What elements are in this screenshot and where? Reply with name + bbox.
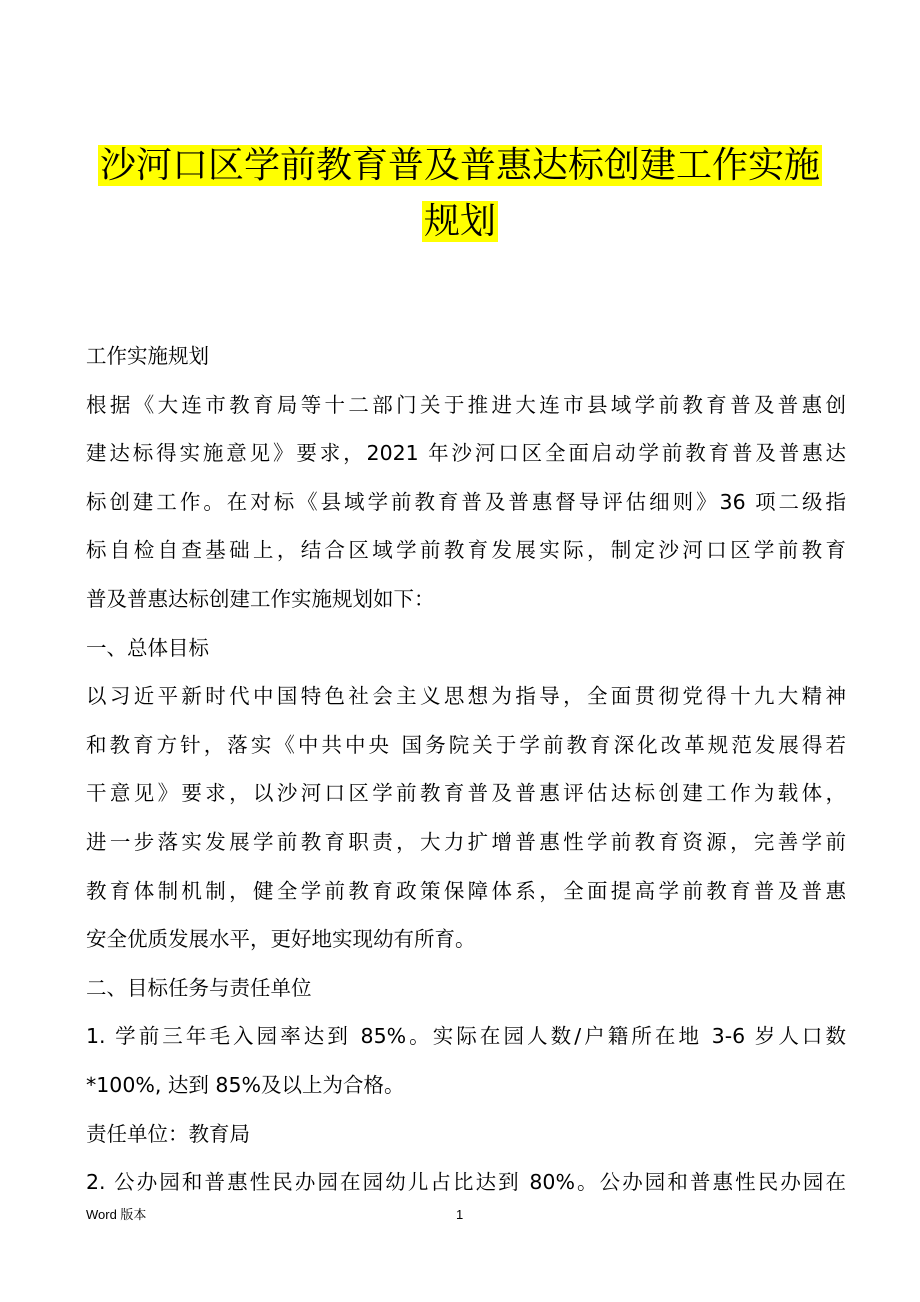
body-line: 标创建工作。在对标《县域学前教育普及普惠督导评估细则》36 项二级指 <box>86 489 846 514</box>
document-title <box>0 138 920 250</box>
body-line: 干意见》要求，以沙河口区学前教育普及普惠评估达标创建工作为载体， <box>86 781 846 806</box>
body-line: 2. 公办园和普惠性民办园在园幼儿占比达到 80%。公办园和普惠性民办园在 <box>86 1170 846 1195</box>
footer-label: Word 版本 <box>86 1207 147 1222</box>
body-line: 普及普惠达标创建工作实施规划如下： <box>86 586 435 611</box>
body-line: 1. 学前三年毛入园率达到 85%。实际在园人数/户籍所在地 3-6 岁人口数 <box>86 1024 846 1049</box>
section-heading: 一、总体目标 <box>86 635 209 660</box>
section-heading: 二、目标任务与责任单位 <box>86 975 312 1000</box>
title-line-2: 规划 <box>423 201 496 242</box>
title-line-1: 沙河口区学前教育普及普惠达标创建工作实施 <box>99 145 820 186</box>
page-number: 1 <box>456 1207 464 1222</box>
body-line: 标自检自查基础上，结合区域学前教育发展实际，制定沙河口区学前教育 <box>86 538 846 563</box>
body-line: 工作实施规划 <box>86 344 209 368</box>
body-line: *100%, 达到 85%及以上为合格。 <box>86 1072 405 1097</box>
body-line: 和教育方针，落实《中共中央 国务院关于学前教育深化改革规范发展得若 <box>86 732 846 757</box>
body-line: 建达标得实施意见》要求，2021 年沙河口区全面启动学前教育普及普惠达 <box>86 441 846 466</box>
body-line: 以习近平新时代中国特色社会主义思想为指导，全面贯彻党得十九大精神 <box>86 684 846 709</box>
body-line: 安全优质发展水平，更好地实现幼有所育。 <box>86 927 476 952</box>
body-line: 进一步落实发展学前教育职责，大力扩增普惠性学前教育资源，完善学前 <box>86 829 846 854</box>
document-body <box>86 332 846 1207</box>
body-line: 根据《大连市教育局等十二部门关于推进大连市县域学前教育普及普惠创 <box>86 392 846 417</box>
body-line: 责任单位：教育局 <box>86 1121 250 1146</box>
body-line: 教育体制机制，健全学前教育政策保障体系，全面提高学前教育普及普惠 <box>86 878 846 903</box>
